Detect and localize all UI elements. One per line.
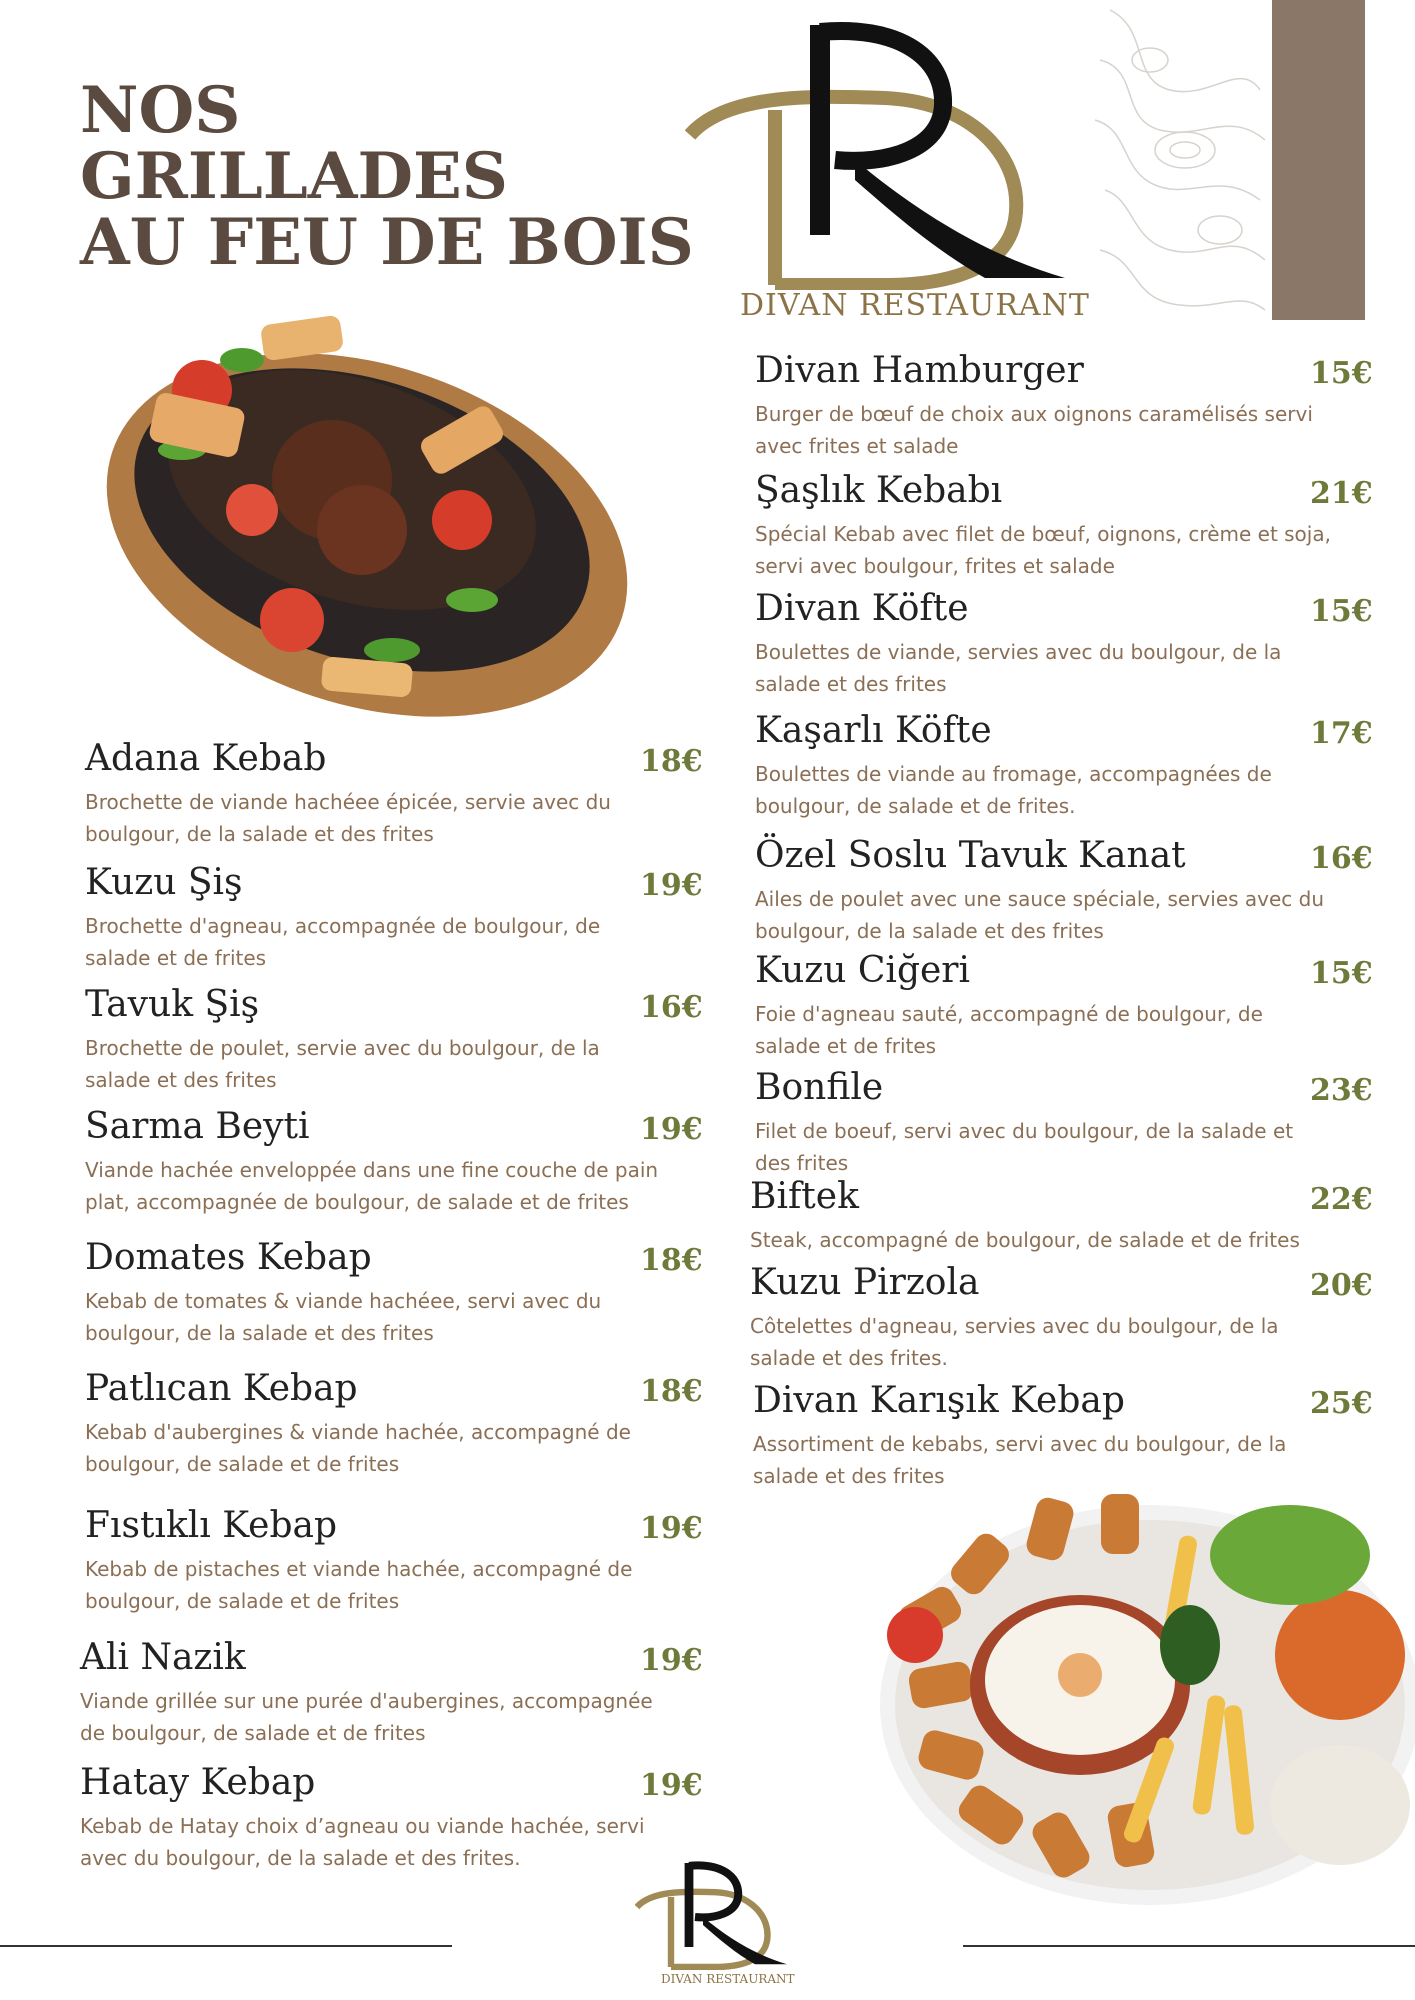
menu-item-description-line: servi avec boulgour, frites et salade (755, 554, 1115, 578)
title-line-2: GRILLADES (80, 139, 508, 214)
menu-item-description-line: plat, accompagnée de boulgour, de salade et de frites (85, 1190, 629, 1214)
menu-item-price: 19€ (640, 1768, 703, 1803)
menu-item-description-line: Boulettes de viande au fromage, accompagnées de (755, 762, 1272, 786)
menu-item-description-line: Foie d'agneau sauté, accompagné de boulgour, de (755, 1002, 1263, 1026)
menu-item-description-line: de boulgour, de salade et de frites (80, 1721, 426, 1745)
menu-item-price: 21€ (1310, 476, 1373, 511)
decorative-bar (1272, 0, 1365, 320)
menu-item-description-line: salade et de frites (85, 946, 267, 970)
menu-item-description (755, 1115, 1325, 1179)
menu-item-description-line: salade et des frites (755, 672, 947, 696)
menu-item-price: 15€ (1310, 594, 1373, 629)
menu-item-description-line: Côtelettes d'agneau, servies avec du boulgour, de la (750, 1314, 1279, 1338)
menu-item-description-line: boulgour, de salade et de frites (85, 1589, 400, 1613)
menu-item-description-line: Brochette d'agneau, accompagnée de boulgour, de (85, 914, 601, 938)
menu-item-name: Kaşarlı Köfte (755, 710, 992, 751)
menu-item-description-line: Steak, accompagné de boulgour, de salade et de frites (750, 1228, 1300, 1252)
restaurant-logo (685, 20, 1090, 330)
menu-item-price: 20€ (1310, 1268, 1373, 1303)
menu-item-name: Kuzu Pirzola (750, 1262, 980, 1303)
menu-item-name: Tavuk Şiş (85, 984, 260, 1025)
menu-item-price: 18€ (640, 1374, 703, 1409)
topographic-pattern (1090, 0, 1270, 320)
menu-item-price: 23€ (1310, 1073, 1373, 1108)
menu-item-description (80, 1685, 680, 1749)
menu-item-price: 19€ (640, 1643, 703, 1678)
menu-item-name: Fıstıklı Kebap (85, 1505, 338, 1546)
dish-photo-mixed-platter (870, 1475, 1415, 1915)
menu-item-price: 15€ (1310, 956, 1373, 991)
menu-item-name: Özel Soslu Tavuk Kanat (755, 835, 1186, 876)
menu-item-price: 16€ (640, 990, 703, 1025)
title-line-3: AU FEU DE BOIS (80, 205, 694, 280)
menu-item-description (755, 636, 1325, 700)
footer-rule-right (963, 1945, 1415, 1947)
menu-item-description (85, 910, 685, 974)
menu-item-description (85, 786, 685, 850)
menu-item-description-line: Kebab de Hatay choix d’agneau ou viande hachée, servi (80, 1814, 645, 1838)
menu-item-description-line: Brochette de viande hachéee épicée, servie avec du (85, 790, 611, 814)
menu-item-description (85, 1032, 685, 1096)
menu-item-name: Divan Köfte (755, 588, 969, 629)
dish-photo-grill-platter (92, 290, 632, 730)
menu-item-description-line: salade et des frites (85, 1068, 277, 1092)
menu-item-price: 19€ (640, 1511, 703, 1546)
menu-item-name: Divan Karışık Kebap (753, 1380, 1125, 1421)
menu-item-description-line: Spécial Kebab avec filet de bœuf, oignons, crème et soja, (755, 522, 1331, 546)
menu-item-description-line: Filet de boeuf, servi avec du boulgour, de la salade et (755, 1119, 1294, 1143)
menu-item-price: 16€ (1310, 841, 1373, 876)
menu-item-name: Ali Nazik (80, 1637, 246, 1678)
menu-item-description-line: Kebab de pistaches et viande hachée, accompagné de (85, 1557, 633, 1581)
menu-item-name: Patlıcan Kebap (85, 1368, 358, 1409)
title-line-1: NOS (80, 73, 241, 148)
menu-item-description-line: Assortiment de kebabs, servi avec du boulgour, de la (753, 1432, 1287, 1456)
menu-item-name: Biftek (750, 1176, 859, 1217)
menu-item-price: 17€ (1310, 716, 1373, 751)
menu-item-description-line: avec du boulgour, de la salade et des frites. (80, 1846, 521, 1870)
menu-item-price: 18€ (640, 1243, 703, 1278)
menu-item-name: Sarma Beyti (85, 1106, 310, 1147)
page-title (80, 73, 694, 280)
menu-item-price: 19€ (640, 868, 703, 903)
menu-item-name: Kuzu Ciğeri (755, 950, 971, 991)
menu-item-description-line: Brochette de poulet, servie avec du boulgour, de la (85, 1036, 600, 1060)
menu-item-price: 19€ (640, 1112, 703, 1147)
footer-logo-monogram-icon (635, 1860, 795, 1970)
menu-item-description (85, 1553, 685, 1617)
menu-item-name: Adana Kebab (85, 738, 327, 779)
menu-item-description-line: boulgour, de salade et de frites. (755, 794, 1076, 818)
menu-item-description-line: avec frites et salade (755, 434, 959, 458)
menu-item-name: Kuzu Şiş (85, 862, 243, 903)
menu-item-name: Hatay Kebap (80, 1762, 316, 1803)
menu-item-price: 15€ (1310, 356, 1373, 391)
footer-rule-left (0, 1945, 452, 1947)
menu-item-description-line: salade et de frites (755, 1034, 937, 1058)
menu-item-description-line: Viande grillée sur une purée d'aubergines, accompagnée (80, 1689, 653, 1713)
menu-item-description-line: Kebab d'aubergines & viande hachée, accompagné de (85, 1420, 631, 1444)
menu-item-price: 25€ (1310, 1386, 1373, 1421)
menu-item-description-line: des frites (755, 1151, 849, 1175)
menu-item-description-line: Ailes de poulet avec une sauce spéciale, servies avec du (755, 887, 1325, 911)
menu-item-description (85, 1285, 685, 1349)
menu-item-description (750, 1224, 1320, 1256)
menu-item-description-line: Viande hachée enveloppée dans une fine couche de pain (85, 1158, 659, 1182)
menu-item-description (85, 1416, 685, 1480)
menu-item-description (750, 1310, 1320, 1374)
menu-item-description-line: boulgour, de la salade et des frites (85, 822, 434, 846)
menu-item-description-line: boulgour, de la salade et des frites (755, 919, 1104, 943)
menu-item-description (755, 758, 1325, 822)
menu-item-price: 18€ (640, 744, 703, 779)
logo-text: DIVAN RESTAURANT (740, 288, 1090, 323)
menu-item-description-line: Kebab de tomates & viande hachéee, servi avec du (85, 1289, 602, 1313)
logo-monogram-icon (685, 20, 1085, 290)
menu-item-name: Domates Kebap (85, 1237, 372, 1278)
menu-item-description-line: Boulettes de viande, servies avec du boulgour, de la (755, 640, 1282, 664)
menu-item-name: Bonfile (755, 1067, 884, 1108)
menu-item-description (755, 998, 1325, 1062)
menu-item-description (755, 398, 1325, 462)
menu-item-description (80, 1810, 680, 1874)
footer-logo (635, 1860, 795, 1990)
menu-item-name: Divan Hamburger (755, 350, 1084, 391)
menu-item-description-line: boulgour, de salade et de frites (85, 1452, 400, 1476)
menu-item-description (755, 518, 1331, 582)
menu-item-price: 22€ (1310, 1182, 1373, 1217)
menu-item-description-line: salade et des frites. (750, 1346, 948, 1370)
menu-item-name: Şaşlık Kebabı (755, 470, 1003, 511)
footer-logo-text: DIVAN RESTAURANT (661, 1972, 795, 1986)
menu-item-description (85, 1154, 685, 1218)
menu-item-description-line: boulgour, de la salade et des frites (85, 1321, 434, 1345)
menu-item-description-line: salade et des frites (753, 1464, 945, 1488)
menu-item-description-line: Burger de bœuf de choix aux oignons caramélisés servi (755, 402, 1313, 426)
menu-item-description (755, 883, 1325, 947)
